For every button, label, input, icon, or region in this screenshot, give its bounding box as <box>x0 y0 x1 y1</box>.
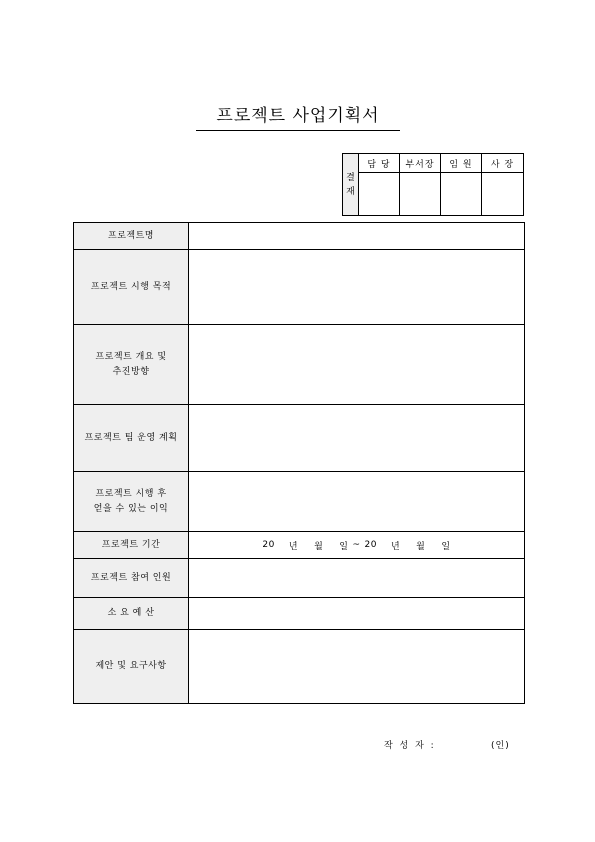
label-expected-benefit: 프로젝트 시행 후 얻을 수 있는 이익 <box>74 472 189 531</box>
approval-box <box>342 153 524 216</box>
label-proposals: 제안 및 요구사항 <box>74 630 189 703</box>
label-project-period: 프로젝트 기간 <box>74 532 189 558</box>
period-end-year: 20 <box>364 540 377 550</box>
approval-header-dept-head: 부서장 <box>400 154 441 173</box>
row-project-name <box>74 223 524 250</box>
field-expected-benefit[interactable] <box>189 472 524 531</box>
writer-signature-line <box>384 738 510 751</box>
period-end-day-unit: 일 <box>441 541 451 552</box>
period-year-unit: 년 <box>288 541 299 552</box>
field-budget[interactable] <box>189 598 524 629</box>
field-team-plan[interactable] <box>189 405 524 471</box>
field-project-overview[interactable] <box>189 325 524 404</box>
field-proposals[interactable] <box>189 630 524 703</box>
field-participants[interactable] <box>189 559 524 597</box>
period-month-unit: 월 <box>314 541 324 552</box>
seal-label: (인) <box>491 741 510 751</box>
approval-header-executive: 임 원 <box>441 154 482 173</box>
row-project-overview <box>74 325 524 405</box>
period-end-month-unit: 월 <box>416 541 426 552</box>
approval-side-label-bottom: 재 <box>346 186 355 197</box>
approval-side-label-top: 결 <box>346 172 355 183</box>
period-day-unit: 일 <box>339 541 349 552</box>
label-budget: 소 요 예 산 <box>74 598 189 629</box>
label-team-plan: 프로젝트 팀 운영 계획 <box>74 405 189 471</box>
label-project-purpose: 프로젝트 시행 목적 <box>74 250 189 324</box>
approval-side-label <box>343 154 359 215</box>
approval-sign-manager[interactable] <box>359 173 400 215</box>
period-start-year: 20 <box>262 540 275 550</box>
field-project-name[interactable] <box>189 223 524 249</box>
project-plan-form <box>73 222 525 704</box>
approval-header-manager: 담 당 <box>359 154 400 173</box>
document-title: 프로젝트 사업기획서 <box>196 104 400 131</box>
row-budget <box>74 598 524 630</box>
field-project-period[interactable] <box>189 532 524 558</box>
field-project-purpose[interactable] <box>189 250 524 324</box>
row-team-plan <box>74 405 524 472</box>
row-project-period <box>74 532 524 559</box>
approval-sign-executive[interactable] <box>441 173 482 215</box>
label-project-overview: 프로젝트 개요 및 추진방향 <box>74 325 189 404</box>
approval-sign-president[interactable] <box>482 173 523 215</box>
period-end-year-unit: 년 <box>390 541 401 552</box>
writer-label: 작 성 자 : <box>384 741 436 751</box>
label-participants: 프로젝트 참여 인원 <box>74 559 189 597</box>
row-proposals <box>74 630 524 703</box>
label-project-name: 프로젝트명 <box>74 223 189 249</box>
row-project-purpose <box>74 250 524 325</box>
row-participants <box>74 559 524 598</box>
period-separator: ~ <box>352 540 361 550</box>
approval-sign-dept-head[interactable] <box>400 173 441 215</box>
row-expected-benefit <box>74 472 524 532</box>
approval-header-president: 사 장 <box>482 154 523 173</box>
